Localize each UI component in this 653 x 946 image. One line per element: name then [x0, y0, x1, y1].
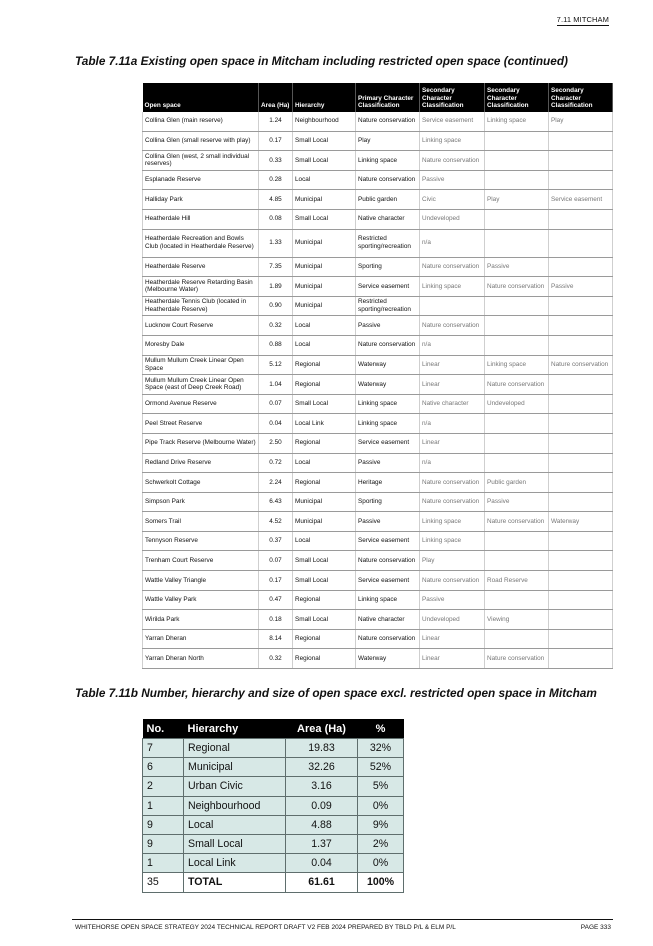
- total-hierarchy-cell: TOTAL: [184, 873, 286, 892]
- section-header: 7.11 MITCHAM: [556, 15, 609, 24]
- col-header-secondary-3: Secondary Character Classification: [549, 83, 613, 112]
- area-cell: 2.50: [259, 433, 293, 453]
- primary-classification-cell: Linking space: [356, 590, 420, 610]
- secondary-classification-2-cell: Nature conservation: [485, 512, 549, 532]
- secondary-classification-2-cell: [485, 414, 549, 434]
- secondary-classification-1-cell: Play: [420, 551, 485, 571]
- hierarchy-cell: Small Local: [293, 209, 356, 229]
- area-cell: 0.04: [259, 414, 293, 434]
- secondary-classification-3-cell: [549, 473, 613, 493]
- secondary-classification-3-cell: Service easement: [549, 190, 613, 210]
- hierarchy-cell: Regional: [293, 433, 356, 453]
- table-row: [143, 473, 613, 493]
- primary-classification-cell: Sporting: [356, 492, 420, 512]
- open-space-cell: Collina Glen (main reserve): [143, 112, 259, 131]
- secondary-classification-1-cell: Nature conservation: [420, 571, 485, 591]
- footer-divider: [72, 919, 613, 920]
- secondary-classification-1-cell: [420, 296, 485, 316]
- primary-classification-cell: Nature conservation: [356, 170, 420, 190]
- table-row: [143, 610, 613, 630]
- area-cell: 0.72: [259, 453, 293, 473]
- open-space-table: [142, 83, 613, 669]
- table-row: [143, 112, 613, 131]
- total-percent-cell: 100%: [358, 873, 404, 892]
- secondary-classification-2-cell: Nature conservation: [485, 375, 549, 395]
- hierarchy-cell: Local: [293, 316, 356, 336]
- table-row: [143, 492, 613, 512]
- secondary-classification-3-cell: [549, 151, 613, 171]
- primary-classification-cell: Linking space: [356, 414, 420, 434]
- table-row: [143, 433, 613, 453]
- open-space-cell: Lucknow Court Reserve: [143, 316, 259, 336]
- open-space-cell: Peel Street Reserve: [143, 414, 259, 434]
- secondary-classification-3-cell: [549, 394, 613, 414]
- primary-classification-cell: Passive: [356, 512, 420, 532]
- open-space-cell: Heatherdale Reserve: [143, 257, 259, 277]
- count-cell: 1: [143, 854, 184, 873]
- secondary-classification-1-cell: Passive: [420, 170, 485, 190]
- col-header-percent: %: [358, 719, 404, 739]
- table-a-body: [143, 112, 613, 669]
- open-space-cell: Wirilda Park: [143, 610, 259, 630]
- secondary-classification-2-cell: [485, 296, 549, 316]
- secondary-classification-3-cell: [549, 296, 613, 316]
- hierarchy-cell: Small Local: [293, 394, 356, 414]
- hierarchy-cell: Small Local: [184, 834, 286, 853]
- primary-classification-cell: Sporting: [356, 257, 420, 277]
- area-cell: 4.85: [259, 190, 293, 210]
- table-row: [143, 629, 613, 649]
- hierarchy-cell: Municipal: [293, 512, 356, 532]
- col-header-secondary-1: Secondary Character Classification: [420, 83, 485, 112]
- primary-classification-cell: Restricted sporting/recreation: [356, 296, 420, 316]
- table-row: [143, 815, 404, 834]
- area-cell: 1.04: [259, 375, 293, 395]
- hierarchy-cell: Small Local: [293, 571, 356, 591]
- percent-cell: 52%: [358, 758, 404, 777]
- hierarchy-cell: Regional: [293, 629, 356, 649]
- secondary-classification-3-cell: [549, 257, 613, 277]
- hierarchy-cell: Local Link: [293, 414, 356, 434]
- count-cell: 1: [143, 796, 184, 815]
- hierarchy-cell: Regional: [293, 590, 356, 610]
- area-cell: 1.24: [259, 112, 293, 131]
- col-header-area: Area (Ha): [259, 83, 293, 112]
- secondary-classification-2-cell: [485, 229, 549, 257]
- open-space-cell: Collina Glen (small reserve with play): [143, 131, 259, 151]
- open-space-cell: Halliday Park: [143, 190, 259, 210]
- secondary-classification-1-cell: Linking space: [420, 531, 485, 551]
- hierarchy-cell: Regional: [293, 375, 356, 395]
- area-cell: 0.32: [259, 316, 293, 336]
- secondary-classification-1-cell: Linear: [420, 375, 485, 395]
- area-cell: 4.88: [286, 815, 358, 834]
- area-cell: 4.52: [259, 512, 293, 532]
- primary-classification-cell: Service easement: [356, 571, 420, 591]
- secondary-classification-2-cell: Public garden: [485, 473, 549, 493]
- col-header-hierarchy: Hierarchy: [184, 719, 286, 739]
- table-b-title: Table 7.11b Number, hierarchy and size of open space excl. restricted open space in Mitcham: [75, 686, 597, 700]
- table-row: [143, 170, 613, 190]
- hierarchy-cell: Municipal: [293, 296, 356, 316]
- secondary-classification-3-cell: [549, 316, 613, 336]
- secondary-classification-2-cell: [485, 316, 549, 336]
- table-row: [143, 758, 404, 777]
- open-space-cell: Mullum Mullum Creek Linear Open Space: [143, 355, 259, 375]
- table-row: [143, 531, 613, 551]
- area-cell: 0.47: [259, 590, 293, 610]
- percent-cell: 0%: [358, 796, 404, 815]
- secondary-classification-2-cell: Viewing: [485, 610, 549, 630]
- hierarchy-cell: Local Link: [184, 854, 286, 873]
- open-space-cell: Mullum Mullum Creek Linear Open Space (east of Deep Creek Road): [143, 375, 259, 395]
- secondary-classification-1-cell: Civic: [420, 190, 485, 210]
- table-row: [143, 453, 613, 473]
- table-row: [143, 316, 613, 336]
- secondary-classification-2-cell: [485, 453, 549, 473]
- page-number: PAGE 333: [580, 924, 611, 931]
- col-header-hierarchy: Hierarchy: [293, 83, 356, 112]
- table-row: [143, 414, 613, 434]
- hierarchy-summary-table: [142, 719, 404, 893]
- open-space-cell: Tennyson Reserve: [143, 531, 259, 551]
- secondary-classification-2-cell: Undeveloped: [485, 394, 549, 414]
- table-row: [143, 296, 613, 316]
- hierarchy-cell: Municipal: [293, 229, 356, 257]
- area-cell: 8.14: [259, 629, 293, 649]
- area-cell: 0.28: [259, 170, 293, 190]
- area-cell: 0.04: [286, 854, 358, 873]
- table-row: [143, 777, 404, 796]
- total-area-cell: 61.61: [286, 873, 358, 892]
- secondary-classification-1-cell: Nature conservation: [420, 473, 485, 493]
- secondary-classification-2-cell: Nature conservation: [485, 277, 549, 297]
- secondary-classification-3-cell: [549, 590, 613, 610]
- secondary-classification-1-cell: n/a: [420, 414, 485, 434]
- footer-text: WHITEHORSE OPEN SPACE STRATEGY 2024 TECHNICAL REPORT DRAFT V2 FEB 2024 PREPARED BY TBLD P/L & ELM P/L: [75, 924, 456, 931]
- area-cell: 3.16: [286, 777, 358, 796]
- secondary-classification-3-cell: Nature conservation: [549, 355, 613, 375]
- area-cell: 32.26: [286, 758, 358, 777]
- secondary-classification-2-cell: [485, 151, 549, 171]
- table-row: [143, 394, 613, 414]
- area-cell: 7.35: [259, 257, 293, 277]
- table-a-header-row: [143, 83, 613, 112]
- table-b-body: [143, 739, 404, 893]
- secondary-classification-3-cell: [549, 375, 613, 395]
- col-header-no: No.: [143, 719, 184, 739]
- open-space-cell: Trenham Court Reserve: [143, 551, 259, 571]
- area-cell: 6.43: [259, 492, 293, 512]
- secondary-classification-3-cell: [549, 229, 613, 257]
- table-row: [143, 229, 613, 257]
- secondary-classification-2-cell: [485, 131, 549, 151]
- table-row: [143, 257, 613, 277]
- secondary-classification-1-cell: Nature conservation: [420, 316, 485, 336]
- table-row: [143, 151, 613, 171]
- secondary-classification-2-cell: [485, 629, 549, 649]
- secondary-classification-1-cell: Undeveloped: [420, 209, 485, 229]
- secondary-classification-2-cell: Passive: [485, 492, 549, 512]
- table-row: [143, 796, 404, 815]
- area-cell: 0.88: [259, 335, 293, 355]
- hierarchy-cell: Municipal: [293, 257, 356, 277]
- secondary-classification-3-cell: [549, 131, 613, 151]
- secondary-classification-1-cell: Linking space: [420, 277, 485, 297]
- table-row: [143, 551, 613, 571]
- primary-classification-cell: Passive: [356, 453, 420, 473]
- secondary-classification-1-cell: Nature conservation: [420, 151, 485, 171]
- percent-cell: 0%: [358, 854, 404, 873]
- secondary-classification-3-cell: [549, 571, 613, 591]
- area-cell: 0.33: [259, 151, 293, 171]
- area-cell: 1.37: [286, 834, 358, 853]
- hierarchy-cell: Local: [293, 531, 356, 551]
- secondary-classification-3-cell: [549, 433, 613, 453]
- secondary-classification-2-cell: [485, 433, 549, 453]
- open-space-cell: Esplanade Reserve: [143, 170, 259, 190]
- total-row: [143, 873, 404, 892]
- hierarchy-cell: Neighbourhood: [184, 796, 286, 815]
- secondary-classification-3-cell: [549, 492, 613, 512]
- area-cell: 19.83: [286, 739, 358, 758]
- table-row: [143, 571, 613, 591]
- open-space-cell: Heatherdale Recreation and Bowls Club (located in Heatherdale Reserve): [143, 229, 259, 257]
- secondary-classification-2-cell: [485, 170, 549, 190]
- secondary-classification-3-cell: [549, 209, 613, 229]
- secondary-classification-3-cell: [549, 453, 613, 473]
- hierarchy-cell: Regional: [184, 739, 286, 758]
- primary-classification-cell: Service easement: [356, 433, 420, 453]
- secondary-classification-1-cell: Linking space: [420, 131, 485, 151]
- primary-classification-cell: Nature conservation: [356, 629, 420, 649]
- percent-cell: 2%: [358, 834, 404, 853]
- primary-classification-cell: Passive: [356, 316, 420, 336]
- area-cell: 0.90: [259, 296, 293, 316]
- hierarchy-cell: Municipal: [184, 758, 286, 777]
- secondary-classification-1-cell: Passive: [420, 590, 485, 610]
- area-cell: 2.24: [259, 473, 293, 493]
- secondary-classification-3-cell: [549, 610, 613, 630]
- secondary-classification-3-cell: [549, 335, 613, 355]
- hierarchy-cell: Local: [184, 815, 286, 834]
- primary-classification-cell: Service easement: [356, 277, 420, 297]
- table-row: [143, 209, 613, 229]
- count-cell: 9: [143, 815, 184, 834]
- secondary-classification-1-cell: Undeveloped: [420, 610, 485, 630]
- hierarchy-cell: Municipal: [293, 190, 356, 210]
- open-space-cell: Moresby Dale: [143, 335, 259, 355]
- hierarchy-cell: Regional: [293, 355, 356, 375]
- area-cell: 0.17: [259, 131, 293, 151]
- area-cell: 0.18: [259, 610, 293, 630]
- area-cell: 0.09: [286, 796, 358, 815]
- table-row: [143, 854, 404, 873]
- primary-classification-cell: Linking space: [356, 394, 420, 414]
- primary-classification-cell: Waterway: [356, 375, 420, 395]
- col-header-primary: Primary Character Classification: [356, 83, 420, 112]
- table-row: [143, 512, 613, 532]
- area-cell: 0.17: [259, 571, 293, 591]
- open-space-cell: Redland Drive Reserve: [143, 453, 259, 473]
- primary-classification-cell: Waterway: [356, 355, 420, 375]
- open-space-cell: Pipe Track Reserve (Melbourne Water): [143, 433, 259, 453]
- hierarchy-cell: Small Local: [293, 610, 356, 630]
- primary-classification-cell: Restricted sporting/recreation: [356, 229, 420, 257]
- area-cell: 0.32: [259, 649, 293, 669]
- area-cell: 0.07: [259, 551, 293, 571]
- open-space-cell: Schwerkolt Cottage: [143, 473, 259, 493]
- secondary-classification-1-cell: Linear: [420, 355, 485, 375]
- primary-classification-cell: Linking space: [356, 151, 420, 171]
- secondary-classification-1-cell: Linear: [420, 433, 485, 453]
- hierarchy-cell: Regional: [293, 649, 356, 669]
- open-space-cell: Somers Trail: [143, 512, 259, 532]
- table-row: [143, 190, 613, 210]
- primary-classification-cell: Nature conservation: [356, 551, 420, 571]
- secondary-classification-3-cell: Waterway: [549, 512, 613, 532]
- table-row: [143, 649, 613, 669]
- count-cell: 2: [143, 777, 184, 796]
- count-cell: 7: [143, 739, 184, 758]
- open-space-cell: Yarran Dheran: [143, 629, 259, 649]
- secondary-classification-3-cell: [549, 551, 613, 571]
- secondary-classification-3-cell: [549, 170, 613, 190]
- secondary-classification-2-cell: [485, 335, 549, 355]
- count-cell: 6: [143, 758, 184, 777]
- hierarchy-cell: Small Local: [293, 151, 356, 171]
- table-a-title: Table 7.11a Existing open space in Mitcham including restricted open space (continued): [75, 54, 568, 68]
- open-space-cell: Wattle Valley Triangle: [143, 571, 259, 591]
- open-space-cell: Heatherdale Tennis Club (located in Heatherdale Reserve): [143, 296, 259, 316]
- table-b-header-row: [143, 719, 404, 739]
- table-row: [143, 355, 613, 375]
- hierarchy-cell: Small Local: [293, 551, 356, 571]
- primary-classification-cell: Nature conservation: [356, 112, 420, 131]
- secondary-classification-2-cell: Play: [485, 190, 549, 210]
- area-cell: 1.33: [259, 229, 293, 257]
- secondary-classification-3-cell: [549, 629, 613, 649]
- hierarchy-cell: Small Local: [293, 131, 356, 151]
- primary-classification-cell: Heritage: [356, 473, 420, 493]
- open-space-cell: Yarran Dheran North: [143, 649, 259, 669]
- secondary-classification-3-cell: Passive: [549, 277, 613, 297]
- primary-classification-cell: Service easement: [356, 531, 420, 551]
- primary-classification-cell: Native character: [356, 610, 420, 630]
- col-header-area: Area (Ha): [286, 719, 358, 739]
- hierarchy-cell: Local: [293, 170, 356, 190]
- table-row: [143, 739, 404, 758]
- primary-classification-cell: Nature conservation: [356, 335, 420, 355]
- secondary-classification-2-cell: Nature conservation: [485, 649, 549, 669]
- area-cell: 0.08: [259, 209, 293, 229]
- secondary-classification-1-cell: Service easement: [420, 112, 485, 131]
- secondary-classification-2-cell: [485, 590, 549, 610]
- hierarchy-cell: Local: [293, 335, 356, 355]
- hierarchy-cell: Urban Civic: [184, 777, 286, 796]
- secondary-classification-2-cell: [485, 551, 549, 571]
- open-space-cell: Wattle Valley Park: [143, 590, 259, 610]
- col-header-open-space: Open space: [143, 83, 259, 112]
- primary-classification-cell: Play: [356, 131, 420, 151]
- secondary-classification-2-cell: [485, 209, 549, 229]
- count-cell: 9: [143, 834, 184, 853]
- secondary-classification-1-cell: n/a: [420, 453, 485, 473]
- secondary-classification-3-cell: [549, 414, 613, 434]
- col-header-secondary-2: Secondary Character Classification: [485, 83, 549, 112]
- percent-cell: 5%: [358, 777, 404, 796]
- percent-cell: 32%: [358, 739, 404, 758]
- secondary-classification-1-cell: n/a: [420, 335, 485, 355]
- open-space-cell: Collina Glen (west, 2 small individual reserves): [143, 151, 259, 171]
- secondary-classification-1-cell: Linking space: [420, 512, 485, 532]
- table-row: [143, 375, 613, 395]
- secondary-classification-3-cell: [549, 649, 613, 669]
- secondary-classification-2-cell: Passive: [485, 257, 549, 277]
- open-space-cell: Ormond Avenue Reserve: [143, 394, 259, 414]
- table-row: [143, 590, 613, 610]
- secondary-classification-3-cell: [549, 531, 613, 551]
- primary-classification-cell: Native character: [356, 209, 420, 229]
- hierarchy-cell: Neighbourhood: [293, 112, 356, 131]
- secondary-classification-1-cell: Nature conservation: [420, 257, 485, 277]
- table-row: [143, 131, 613, 151]
- hierarchy-cell: Municipal: [293, 277, 356, 297]
- secondary-classification-1-cell: n/a: [420, 229, 485, 257]
- secondary-classification-1-cell: Linear: [420, 649, 485, 669]
- table-row: [143, 277, 613, 297]
- area-cell: 0.07: [259, 394, 293, 414]
- secondary-classification-1-cell: Nature conservation: [420, 492, 485, 512]
- secondary-classification-2-cell: Road Reserve: [485, 571, 549, 591]
- secondary-classification-1-cell: Linear: [420, 629, 485, 649]
- table-row: [143, 335, 613, 355]
- open-space-cell: Simpson Park: [143, 492, 259, 512]
- total-count-cell: 35: [143, 873, 184, 892]
- secondary-classification-1-cell: Native character: [420, 394, 485, 414]
- open-space-cell: Heatherdale Reserve Retarding Basin (Melbourne Water): [143, 277, 259, 297]
- table-row: [143, 834, 404, 853]
- secondary-classification-3-cell: Play: [549, 112, 613, 131]
- hierarchy-cell: Municipal: [293, 492, 356, 512]
- open-space-cell: Heatherdale Hill: [143, 209, 259, 229]
- primary-classification-cell: Waterway: [356, 649, 420, 669]
- area-cell: 5.12: [259, 355, 293, 375]
- hierarchy-cell: Regional: [293, 473, 356, 493]
- percent-cell: 9%: [358, 815, 404, 834]
- hierarchy-cell: Local: [293, 453, 356, 473]
- area-cell: 0.37: [259, 531, 293, 551]
- primary-classification-cell: Public garden: [356, 190, 420, 210]
- area-cell: 1.89: [259, 277, 293, 297]
- secondary-classification-2-cell: Linking space: [485, 112, 549, 131]
- secondary-classification-2-cell: [485, 531, 549, 551]
- secondary-classification-2-cell: Linking space: [485, 355, 549, 375]
